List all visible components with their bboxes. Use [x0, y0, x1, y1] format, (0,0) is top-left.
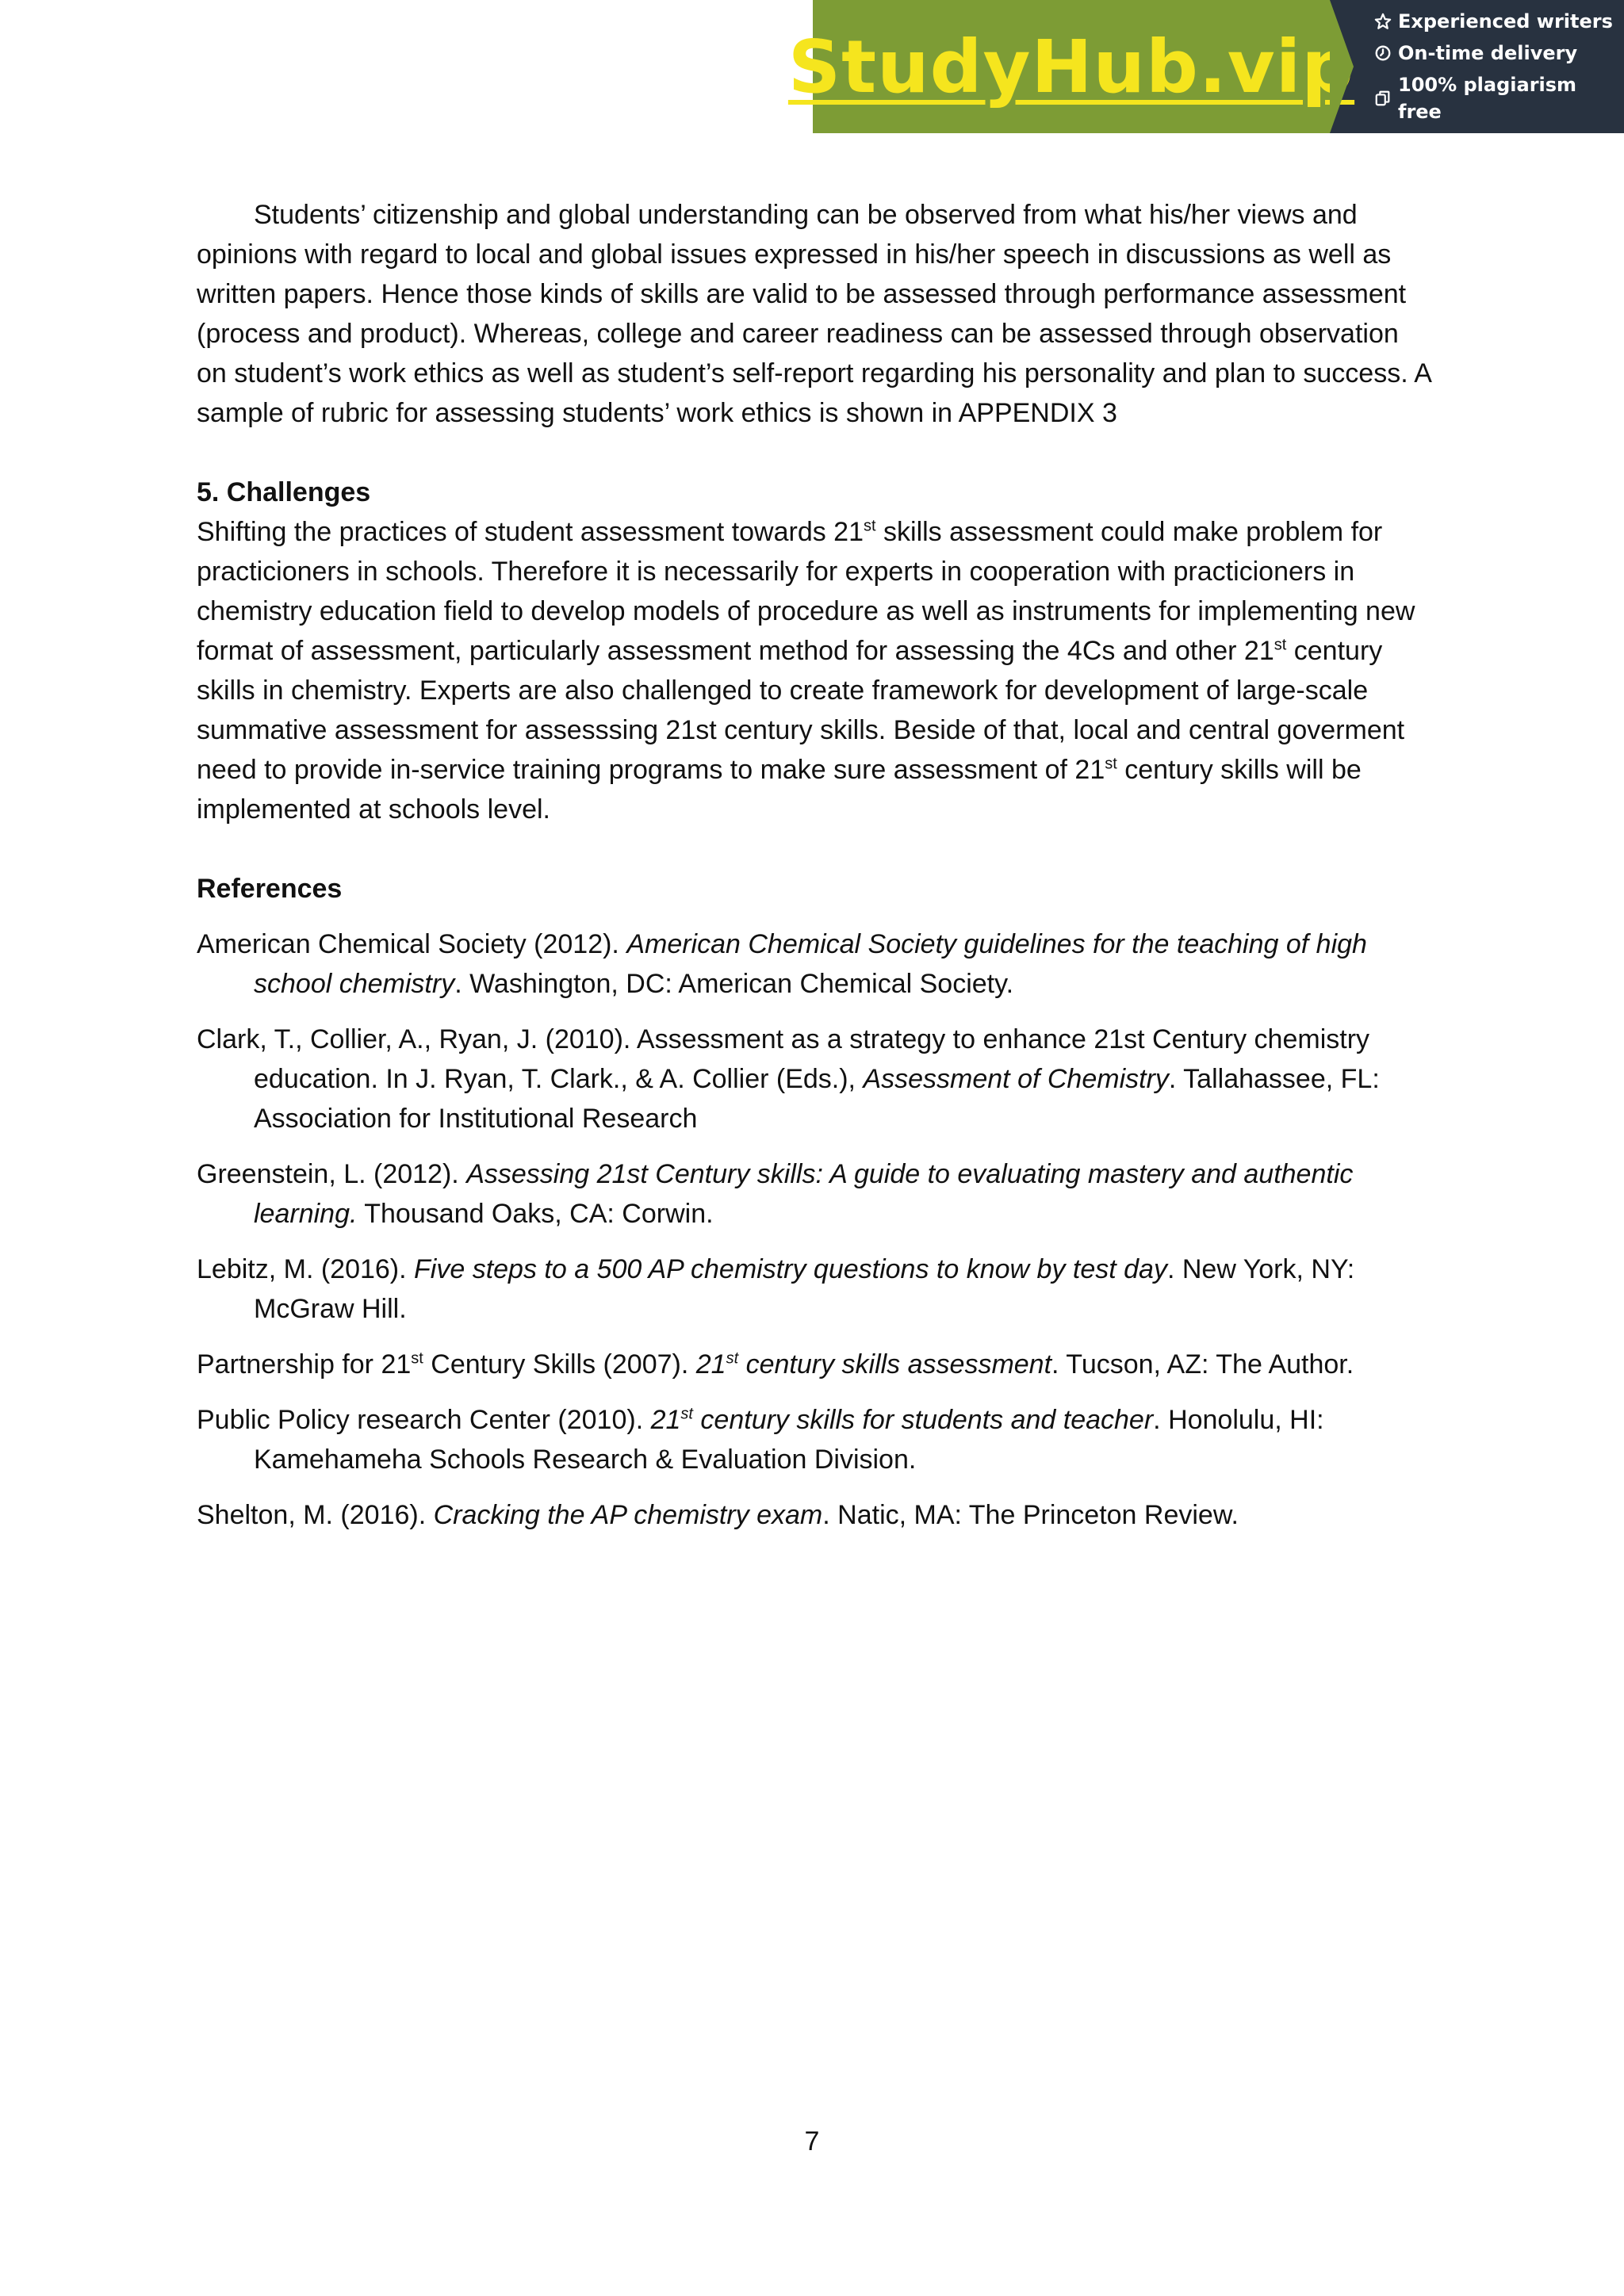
- text-run: 21: [650, 1405, 681, 1435]
- reference-item: [197, 1400, 1434, 1479]
- challenges-heading: 5. Challenges: [197, 477, 371, 507]
- references-list: [197, 924, 1434, 1535]
- superscript: st: [1105, 755, 1117, 773]
- feature-item: [1374, 40, 1624, 67]
- text-run: Greenstein, L. (2012).: [197, 1159, 467, 1189]
- text-run: Thousand Oaks, CA: Corwin.: [357, 1199, 714, 1229]
- copy-icon: [1374, 90, 1392, 107]
- banner-features: [1330, 0, 1624, 133]
- text-run: . Honolulu, HI: Kamehameha Schools Research & Evaluation Division.: [254, 1405, 1324, 1475]
- reference-title: [651, 1405, 1154, 1435]
- feature-label: 100% plagiarism free: [1398, 74, 1577, 123]
- text-run: Clark, T., Collier, A., Ryan, J. (2010). Assessment as a strategy to enhance 21st Century chemistry education. In J. Ryan, T. Clark., & A. Collier (Eds.),: [197, 1024, 1370, 1094]
- text-run: Partnership for 21: [197, 1349, 412, 1380]
- reference-title: [696, 1349, 1051, 1380]
- feature-label: Experienced writers: [1398, 10, 1613, 33]
- reference-title: Five steps to a 500 AP chemistry questions to know by test day: [414, 1254, 1167, 1284]
- reference-title: Assessing 21st Century skills: A guide to evaluating mastery and authentic learning.: [254, 1159, 1354, 1229]
- text-run: . Natic, MA: The Princeton Review.: [822, 1500, 1239, 1530]
- document-page: [197, 195, 1434, 1551]
- text-run: 21: [695, 1349, 726, 1380]
- studyhub-banner[interactable]: [787, 0, 1624, 133]
- reference-item: [197, 1249, 1434, 1329]
- text-run: skills assessment could make problem for practicioners in schools. Therefore it is necessarily for experts in cooperation with practicioners in chemistry education field to develop models of procedure as well as instruments for implementing new format of assessment, particularly assessment method for assessing the 4Cs and other 21: [197, 517, 1415, 666]
- star-icon: [1374, 13, 1392, 30]
- reference-title: Assessment of Chemistry: [863, 1064, 1169, 1094]
- reference-title: American Chemical Society guidelines for the teaching of high school chemistry: [254, 929, 1367, 999]
- reference-item: [197, 1020, 1434, 1138]
- banner-arrow-decoration: [1330, 0, 1354, 133]
- text-run: century skills assessment: [738, 1349, 1052, 1380]
- text-run: century skills for students and teacher: [692, 1405, 1154, 1435]
- text-run: Shifting the practices of student assessment towards 21: [197, 517, 864, 547]
- reference-item: [197, 1154, 1434, 1234]
- references-heading: References: [197, 874, 343, 904]
- reference-item: [197, 1345, 1434, 1384]
- text-run: Shelton, M. (2016).: [197, 1500, 434, 1530]
- text-run: . New York, NY: McGraw Hill.: [254, 1254, 1355, 1324]
- feature-label: On-time delivery: [1398, 42, 1578, 64]
- reference-title: Cracking the AP chemistry exam: [433, 1500, 823, 1530]
- text-run: . Tallahassee, FL: Association for Institutional Research: [254, 1064, 1380, 1134]
- spacer: [197, 829, 1434, 869]
- brand-name: StudyHub.vip: [787, 24, 1355, 109]
- superscript: st: [411, 1349, 423, 1368]
- reference-item: [197, 1495, 1434, 1535]
- spacer: [197, 433, 1434, 473]
- brand-logo[interactable]: [787, 0, 1355, 133]
- reference-item: [197, 924, 1434, 1004]
- text-run: American Chemical Society (2012).: [197, 929, 627, 959]
- text-run: . Washington, DC: American Chemical Society.: [454, 969, 1014, 999]
- superscript: st: [726, 1349, 739, 1368]
- text-run: century skills in chemistry. Experts are also challenged to create framework for development of large-scale summative assessment for assesssing 21st century skills. Beside of that, local and central goverment need to provide in-service training programs to make sure assessment of 21: [197, 636, 1405, 785]
- feature-item: [1374, 71, 1624, 125]
- superscript: st: [1274, 636, 1287, 654]
- superscript: st: [680, 1405, 693, 1423]
- page-number: 7: [804, 2126, 820, 2156]
- text-run: century skills will be implemented at schools level.: [197, 755, 1362, 825]
- challenges-paragraph: [197, 512, 1434, 829]
- text-run: Lebitz, M. (2016).: [197, 1254, 415, 1284]
- superscript: st: [864, 517, 876, 535]
- text-run: Century Skills (2007).: [423, 1349, 696, 1380]
- clock-icon: [1374, 44, 1392, 62]
- text-run: Public Policy research Center (2010).: [197, 1405, 651, 1435]
- feature-item: [1374, 8, 1624, 35]
- intro-paragraph: Students’ citizenship and global understanding can be observed from what his/her views and opinions with regard to local and global issues expressed in his/her speech in discussions as well as written papers. Hence those kinds of skills are valid to be assessed through performance assessment (process and product). Whereas, college and career readiness can be assessed through observation on student’s work ethics as well as student’s self-report regarding his personality and plan to success. A sample of rubric for assessing students’ work ethics is shown in APPENDIX 3: [197, 200, 1431, 428]
- text-run: . Tucson, AZ: The Author.: [1051, 1349, 1354, 1380]
